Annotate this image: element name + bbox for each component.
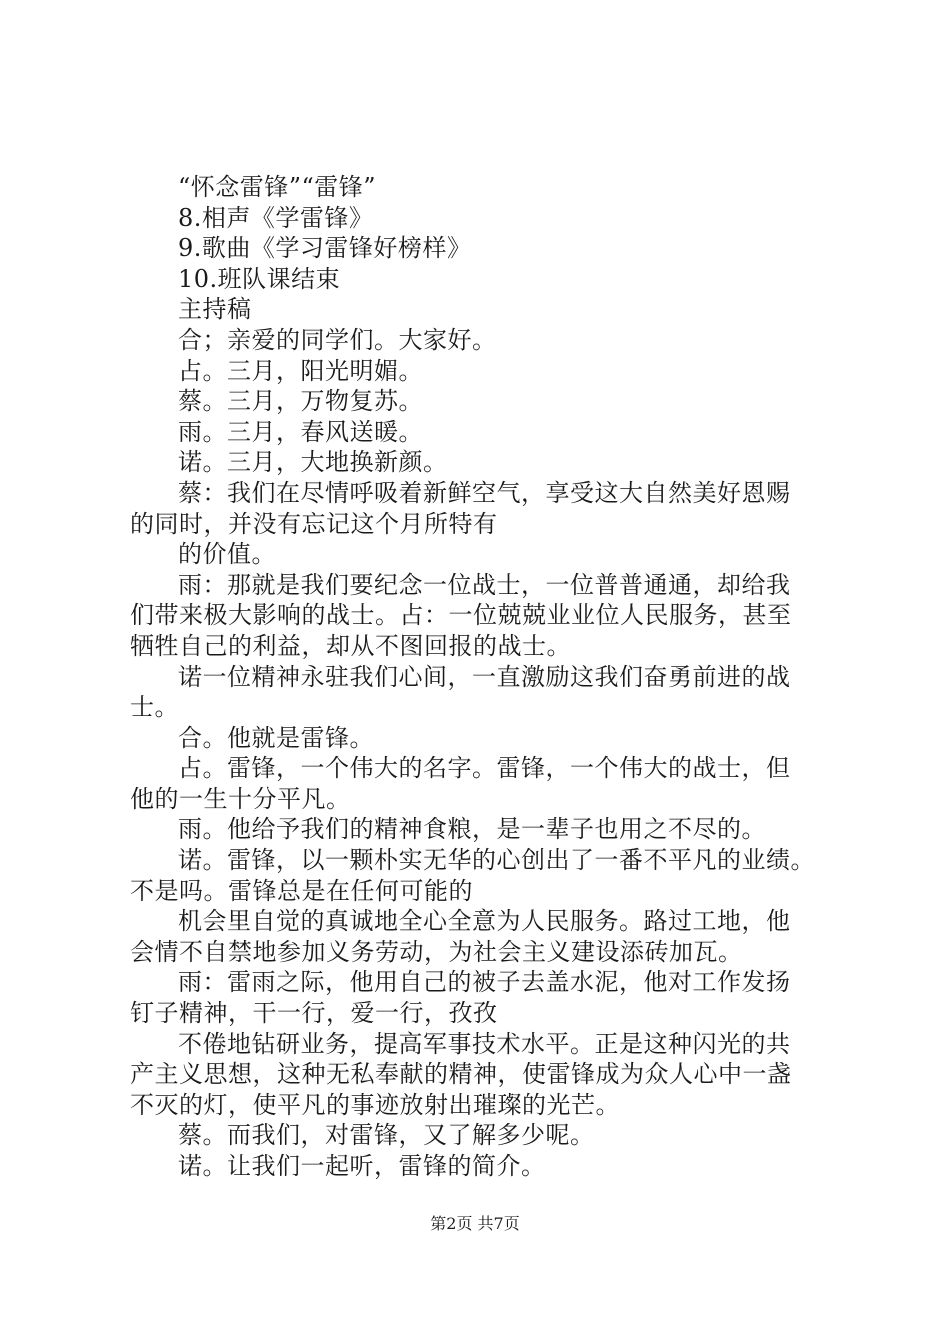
page-number-footer: 第2页 共7页 xyxy=(430,1214,520,1233)
text-line: 雨。他给予我们的精神食粮，是一辈子也用之不尽的。 xyxy=(178,815,766,844)
text-line: 士。 xyxy=(130,693,179,722)
text-line: 牺牲自己的利益，却从不图回报的战士。 xyxy=(130,631,571,660)
text-line: 诺一位精神永驻我们心间，一直激励这我们奋勇前进的战 xyxy=(178,662,791,691)
text-line: 诺。让我们一起听，雷锋的简介。 xyxy=(178,1152,546,1180)
text-line: 诺。三月，大地换新颜。 xyxy=(178,448,448,477)
text-line: 机会里自觉的真诚地全心全意为人民服务。路过工地，他 xyxy=(178,907,791,936)
text-line: 蔡。三月，万物复苏。 xyxy=(178,387,423,416)
text-line: 占。雷锋，一个伟大的名字。雷锋，一个伟大的战士，但 xyxy=(178,754,791,783)
text-line: 产主义思想，这种无私奉献的精神，使雷锋成为众人心中一盏 xyxy=(130,1060,792,1089)
text-line: 雨。三月，春风送暖。 xyxy=(178,417,423,446)
text-line: 钉子精神，干一行，爱一行，孜孜 xyxy=(130,999,498,1028)
text-line: 不倦地钻研业务，提高军事技术水平。正是这种闪光的共 xyxy=(178,1029,791,1058)
text-line: 10.班队课结束 xyxy=(178,264,341,293)
text-line: 蔡。而我们，对雷锋，又了解多少呢。 xyxy=(178,1121,595,1150)
text-line: “怀念雷锋”“雷锋” xyxy=(178,173,377,201)
text-line: 蔡：我们在尽情呼吸着新鲜空气，享受这大自然美好恩赐 xyxy=(178,478,791,507)
text-line: 不是吗。雷锋总是在任何可能的 xyxy=(130,876,473,905)
text-line: 9.歌曲《学习雷锋好榜样》 xyxy=(178,234,472,263)
text-line: 诺。雷锋，以一颗朴实无华的心创出了一番不平凡的业绩。 xyxy=(178,846,815,875)
text-line: 的价值。 xyxy=(178,540,276,569)
text-line: 会情不自禁地参加义务劳动，为社会主义建设添砖加瓦。 xyxy=(130,937,743,966)
document-body xyxy=(130,172,840,1182)
text-line: 们带来极大影响的战士。占：一位兢兢业业位人民服务，甚至 xyxy=(130,601,792,630)
text-line: 不灭的灯，使平凡的事迹放射出璀璨的光芒。 xyxy=(130,1090,620,1119)
section-heading: 主持稿 xyxy=(178,295,252,324)
text-line: 他的一生十分平凡。 xyxy=(130,784,351,813)
text-line: 雨：那就是我们要纪念一位战士，一位普普通通，却给我 xyxy=(178,570,791,599)
text-line: 的同时，并没有忘记这个月所特有 xyxy=(130,509,498,538)
text-line: 雨：雷雨之际，他用自己的被子去盖水泥，他对工作发扬 xyxy=(178,968,791,997)
text-line: 占。三月，阳光明媚。 xyxy=(178,356,423,385)
text-line: 合。他就是雷锋。 xyxy=(178,723,374,752)
text-line: 合；亲爱的同学们。大家好。 xyxy=(178,325,497,354)
text-line: 8.相声《学雷锋》 xyxy=(178,203,374,232)
